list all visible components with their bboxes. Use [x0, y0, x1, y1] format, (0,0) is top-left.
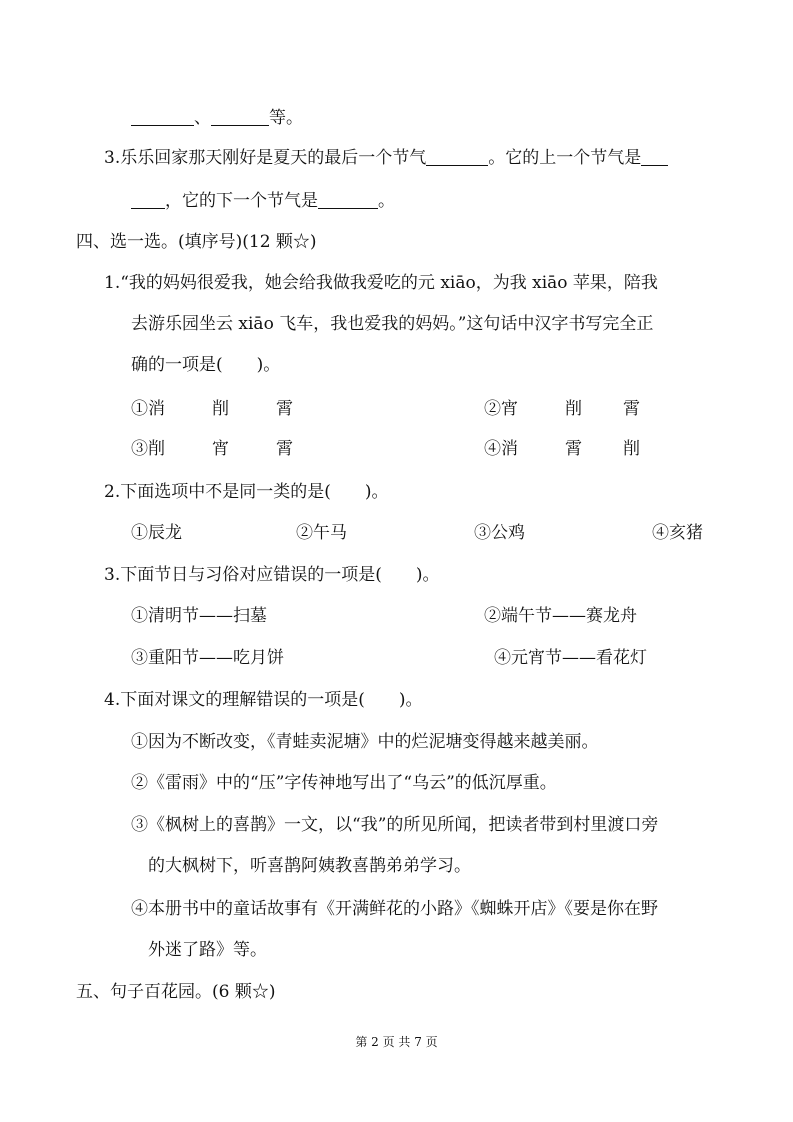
answer-blank[interactable]	[211, 107, 269, 126]
option-char: 霄	[623, 399, 640, 419]
section4-title: 四、选一选。(填序号)(12 颗☆)	[76, 232, 317, 252]
option-char: 削	[623, 439, 640, 459]
s4-q4-option-3-cont: 的大枫树下，听喜鹊阿姨教喜鹊弟弟学习。	[148, 856, 471, 876]
option-char: 霄	[565, 439, 582, 459]
separator: 、	[194, 108, 211, 128]
option-char: 霄	[276, 399, 293, 419]
s4-q3-option-2[interactable]: ②端午节——赛龙舟	[484, 606, 637, 626]
s4-q3-option-3[interactable]: ③重阳节——吃月饼	[131, 648, 284, 668]
option-char: 削	[212, 399, 229, 419]
s4-q4-option-1[interactable]: ①因为不断改变，《青蛙卖泥塘》中的烂泥塘变得越来越美丽。	[131, 732, 599, 752]
q3-text: 。它的上一个节气是	[488, 148, 642, 168]
option-char: 削	[565, 399, 582, 419]
page-footer: 第 2 页 共 7 页	[355, 1035, 438, 1049]
option-char: ①消	[131, 399, 165, 419]
option-char: ②宵	[484, 399, 518, 419]
option-char: ③削	[131, 439, 165, 459]
q3-line2	[131, 189, 395, 213]
q2-tail-line	[131, 106, 303, 130]
s4-q4-option-3[interactable]: ③《枫树上的喜鹊》一文，以“我”的所见所闻，把读者带到村里渡口旁	[131, 815, 659, 835]
answer-blank[interactable]	[318, 190, 378, 209]
option-char: ④消	[484, 439, 518, 459]
s4-q4-option-4-cont: 外迷了路》等。	[148, 940, 267, 960]
s4-q3-option-4[interactable]: ④元宵节——看花灯	[494, 648, 647, 668]
s4-q2-stem: 2.下面选项中不是同一类的是( )。	[104, 482, 389, 502]
s4-q2-option-2[interactable]: ②午马	[296, 523, 347, 543]
answer-blank[interactable]	[426, 147, 488, 166]
option-char: 宵	[212, 439, 229, 459]
s4-q4-option-2[interactable]: ②《雷雨》中的“压”字传神地写出了“乌云”的低沉厚重。	[131, 773, 557, 793]
q3-text: 3.乐乐回家那天刚好是夏天的最后一个节气	[104, 148, 427, 168]
s4-q4-stem: 4.下面对课文的理解错误的一项是( )。	[104, 690, 423, 710]
s4-q2-option-4[interactable]: ④亥猪	[652, 523, 703, 543]
section5-title: 五、句子百花园。(6 颗☆)	[76, 982, 276, 1002]
s4-q2-option-1[interactable]: ①辰龙	[131, 523, 182, 543]
answer-blank[interactable]	[641, 147, 668, 166]
q3-text: 。	[378, 191, 395, 211]
answer-blank[interactable]	[131, 190, 165, 209]
s4-q3-stem: 3.下面节日与习俗对应错误的一项是( )。	[104, 565, 440, 585]
q3-line1	[104, 146, 668, 170]
s4-q4-option-4[interactable]: ④本册书中的童话故事有《开满鲜花的小路》《蜘蛛开店》《要是你在野	[131, 899, 658, 919]
answer-blank[interactable]	[131, 107, 194, 126]
line-end-text: 等。	[269, 108, 303, 128]
option-char: 霄	[276, 439, 293, 459]
q3-text: ，它的下一个节气是	[165, 191, 318, 211]
s4-q2-option-3[interactable]: ③公鸡	[474, 523, 525, 543]
s4-q3-option-1[interactable]: ①清明节——扫墓	[131, 606, 267, 626]
s4-q1-line3: 确的一项是( )。	[131, 355, 281, 375]
s4-q1-line2: 去游乐园坐云 xiāo 飞车，我也爱我的妈妈。”这句话中汉字书写完全正	[131, 314, 654, 334]
s4-q1-line1: 1.“我的妈妈很爱我，她会给我做我爱吃的元 xiāo，为我 xiāo 苹果，陪我	[104, 273, 658, 293]
